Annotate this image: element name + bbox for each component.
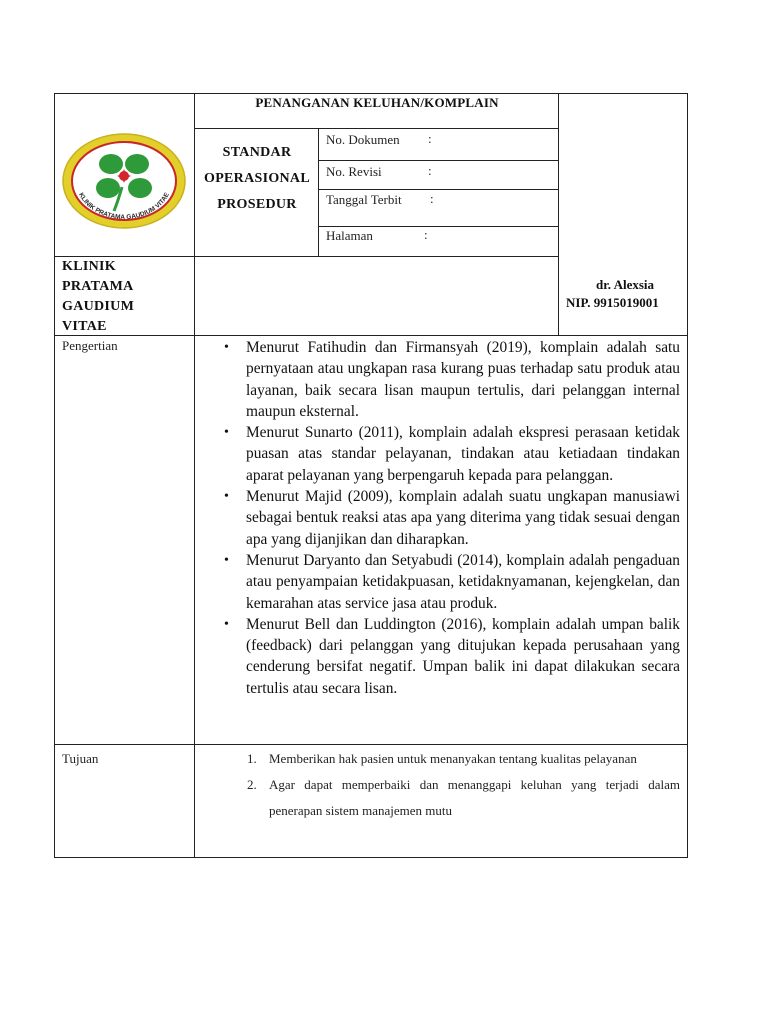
- divider-h-sections: [54, 744, 688, 745]
- bullet-icon: •: [224, 552, 229, 568]
- list-item-text: Menurut Bell dan Luddington (2016), komplain adalah umpan balik (feedback) dari pelanggan yang ditujukan kepada perusahaan yang cenderung bersifat negatif. Umpan balik ini dapat dilakukan secara tertulis atau secara lisan.: [246, 615, 680, 697]
- meta-colon: :: [430, 191, 434, 206]
- clinic-logo-icon: [60, 131, 188, 231]
- meta-label: Tanggal Terbit: [326, 192, 402, 207]
- tujuan-content: [247, 746, 680, 824]
- document-title: PENANGANAN KELUHAN/KOMPLAIN: [255, 95, 499, 110]
- list-item-text: Menurut Majid (2009), komplain adalah suatu ungkapan manusiawi sebagai bentuk reaksi atas apa yang diterima yang tidak sesuai dengan apa yang dijanjikan dan diharapkan.: [246, 488, 680, 548]
- signatory-name: dr. Alexsia: [595, 277, 655, 292]
- divider-v-right: [558, 93, 559, 336]
- clinic-name-line: GAUDIUM: [62, 299, 135, 314]
- list-item-text: Menurut Fatihudin dan Firmansyah (2019), komplain adalah satu pernyataan atau ungkapan rasa kurang puas terhadap satu produk atau layanan, baik secara lisan maupun tertulis, dari pelanggan internal maupun eksternal.: [246, 339, 680, 420]
- logo-ring-text: KLINIK PRATAMA GAUDIUM VITAE: [77, 191, 171, 222]
- clinic-name-line: PRATAMA: [62, 279, 134, 294]
- meta-no-dokumen: [326, 131, 551, 151]
- list-item: [247, 746, 680, 772]
- list-item-text: Menurut Sunarto (2011), komplain adalah ekspresi perasaan ketidak puasan atas standar pelayanan, tindakan atau ketiadaan tindakan aparat pelayanan yang berpengaruh kepada para pelanggan.: [246, 424, 680, 484]
- signatory: [566, 276, 684, 312]
- clinic-name-line: KLINIK: [62, 259, 116, 274]
- section-label-pengertian: Pengertian: [62, 338, 118, 353]
- pengertian-content: [218, 337, 680, 699]
- meta-label: No. Revisi: [326, 164, 382, 179]
- table-border-top: [54, 93, 688, 94]
- divider-h-meta1: [318, 160, 559, 161]
- meta-colon: :: [428, 131, 432, 146]
- meta-no-revisi: [326, 163, 551, 183]
- meta-label: No. Dokumen: [326, 132, 400, 147]
- meta-label: Halaman: [326, 228, 373, 243]
- meta-colon: :: [428, 163, 432, 178]
- list-item: [218, 550, 680, 614]
- list-item: [218, 486, 680, 550]
- bullet-icon: •: [224, 616, 229, 632]
- list-item: [218, 422, 680, 486]
- sop-line-2: OPERASIONAL: [204, 171, 310, 186]
- meta-halaman: [326, 227, 551, 247]
- signatory-nip: NIP. 9915019001: [566, 295, 659, 310]
- list-item: [218, 337, 680, 422]
- section-label-tujuan: Tujuan: [62, 751, 99, 766]
- list-item-text: Menurut Daryanto dan Setyabudi (2014), komplain adalah pengaduan atau penyampaian ketidakpuasan, ketidaknyamanan, kejengkelan, dan kemarahan atas service jasa atau produk.: [246, 551, 680, 612]
- pengertian-list: [218, 337, 680, 699]
- table-border-bottom: [54, 857, 688, 858]
- sop-line-1: STANDAR: [222, 145, 292, 160]
- sop-label: [196, 140, 318, 218]
- list-item-number: 1.: [247, 751, 257, 766]
- meta-tanggal-terbit: [326, 191, 551, 211]
- divider-h-meta2: [318, 189, 559, 190]
- sop-line-3: PROSEDUR: [217, 197, 297, 212]
- clinic-name-line: VITAE: [62, 319, 107, 334]
- list-item-text: Memberikan hak pasien untuk menanyakan tentang kualitas pelayanan: [269, 751, 637, 766]
- bullet-icon: •: [224, 340, 229, 355]
- divider-v-meta: [318, 128, 319, 256]
- clinic-logo: [60, 131, 188, 231]
- bullet-icon: •: [224, 489, 229, 505]
- bullet-icon: •: [224, 425, 229, 441]
- clinic-name: [62, 257, 190, 337]
- list-item-text: Agar dapat memperbaiki dan menanggapi keluhan yang terjadi dalam penerapan sistem manajemen mutu: [269, 777, 680, 818]
- tujuan-list: [247, 746, 680, 824]
- list-item: [247, 772, 680, 824]
- meta-colon: :: [424, 227, 428, 242]
- list-item-number: 2.: [247, 777, 257, 792]
- divider-h-title: [194, 128, 559, 129]
- list-item: [218, 614, 680, 699]
